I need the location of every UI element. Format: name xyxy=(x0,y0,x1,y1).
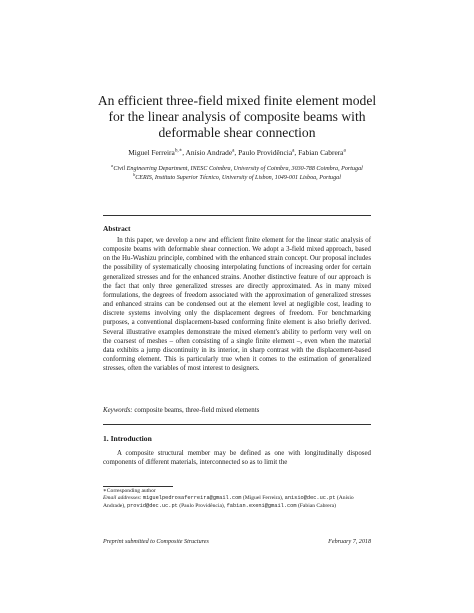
affiliations xyxy=(80,162,394,182)
email-link[interactable]: miguelpedrosaferreira@gmail.com xyxy=(142,495,242,502)
author-list: Miguel Ferreira$^{b,∗}$, Anísio Andrade$^a$, Paulo Providência$^a$, Fabian Cabrera$^a$ xyxy=(128,147,346,157)
abstract-top-rule xyxy=(103,215,371,216)
abstract-text: In this paper, we develop a new and efficient finite element for the linear static analysis of composite beams with deformable shear connection. We adopt a 3-field mixed approach, based on the Hu-Washizu principle, combined with the enhanced strain concept. Our proposal includes the possibility of systematically choosing interpolating functions of increasing order for certain generalized stresses and for the enhanced strains. Another distinctive feature of our approach is the fact that only three generalized stresses are directly approximated. As in many mixed formulations, the degrees of freedom associated with the approximation of generalized stresses and enhanced strains can be condensed out at the element level at negligible cost, leading to discrete systems involving only the displacement degrees of freedom. For benchmarking purposes, a conventional displacement-based conforming finite element is also briefly derived. Several illustrative examples demonstrate the mixed element's ability to perform very well on the coarsest of meshes – often consisting of a single finite element –, even when the material data exhibits a jump discontinuity in its interior, in sharp contrast with the displacement-based conforming element. This is particularly true when it comes to the estimation of generalized stresses, often the variables of most interest to designers. xyxy=(103,237,371,373)
email-owner: (Anísio Andrade), xyxy=(103,495,354,509)
section-heading: 1. Introduction xyxy=(103,434,152,443)
paper-title: An efficient three-field mixed finite element model for the linear analysis of composite beams with deformable shear connection xyxy=(97,93,377,140)
email-link[interactable]: fabian.exeni@gmail.com xyxy=(226,502,297,509)
email-link[interactable]: anisio@dec.uc.pt xyxy=(284,495,336,502)
affiliation-mark: a xyxy=(111,162,114,168)
email-owner: (Paulo Providência), xyxy=(179,502,226,509)
author-name: Miguel Ferreira xyxy=(128,148,175,157)
email-owner: (Miguel Ferreira), xyxy=(242,495,284,502)
affiliation xyxy=(80,171,394,183)
section-text: A composite structural member may be defined as one with longitudinally disposed components of different materials, interconnected so as to limit the xyxy=(103,450,371,467)
author-marks: a xyxy=(232,147,235,154)
footnote-rule xyxy=(103,486,173,487)
footer-date: February 7, 2018 xyxy=(328,539,371,545)
footnote-emails xyxy=(103,495,371,510)
author-marks: a xyxy=(292,147,295,154)
affiliation-mark: b xyxy=(133,171,136,177)
email-label: Email addresses: xyxy=(103,495,142,502)
affiliation-text: CERIS, Instituto Superior Técnico, University of Lisbon, 1049-001 Lisboa, Portugal xyxy=(135,174,341,181)
keywords-line xyxy=(103,406,371,415)
footnote-corresponding: ∗Corresponding author xyxy=(103,488,156,494)
author-name: Anísio Andrade xyxy=(185,148,233,157)
author-name: Paulo Providência xyxy=(238,148,293,157)
footnotes xyxy=(103,488,371,510)
affiliation-text: Civil Engineering Department, INESC Coimbra, University of Coimbra, 3030-788 Coimbra, Portugal xyxy=(113,166,363,172)
keywords-text: composite beams, three-field mixed elements xyxy=(134,407,260,414)
author-name: Fabian Cabrera xyxy=(298,148,344,157)
affiliation xyxy=(80,162,394,177)
keywords-label: Keywords: xyxy=(103,407,133,414)
abstract-heading: Abstract xyxy=(103,224,131,233)
abstract-bottom-rule xyxy=(103,424,371,425)
author-marks: b,∗ xyxy=(174,147,183,154)
footer-preprint-note: Preprint submitted to Composite Structures xyxy=(103,539,209,545)
author-marks: a xyxy=(343,147,346,154)
email-link[interactable]: provid@dec.uc.pt xyxy=(126,502,178,509)
email-owner: (Fabian Cabrera) xyxy=(297,502,336,509)
